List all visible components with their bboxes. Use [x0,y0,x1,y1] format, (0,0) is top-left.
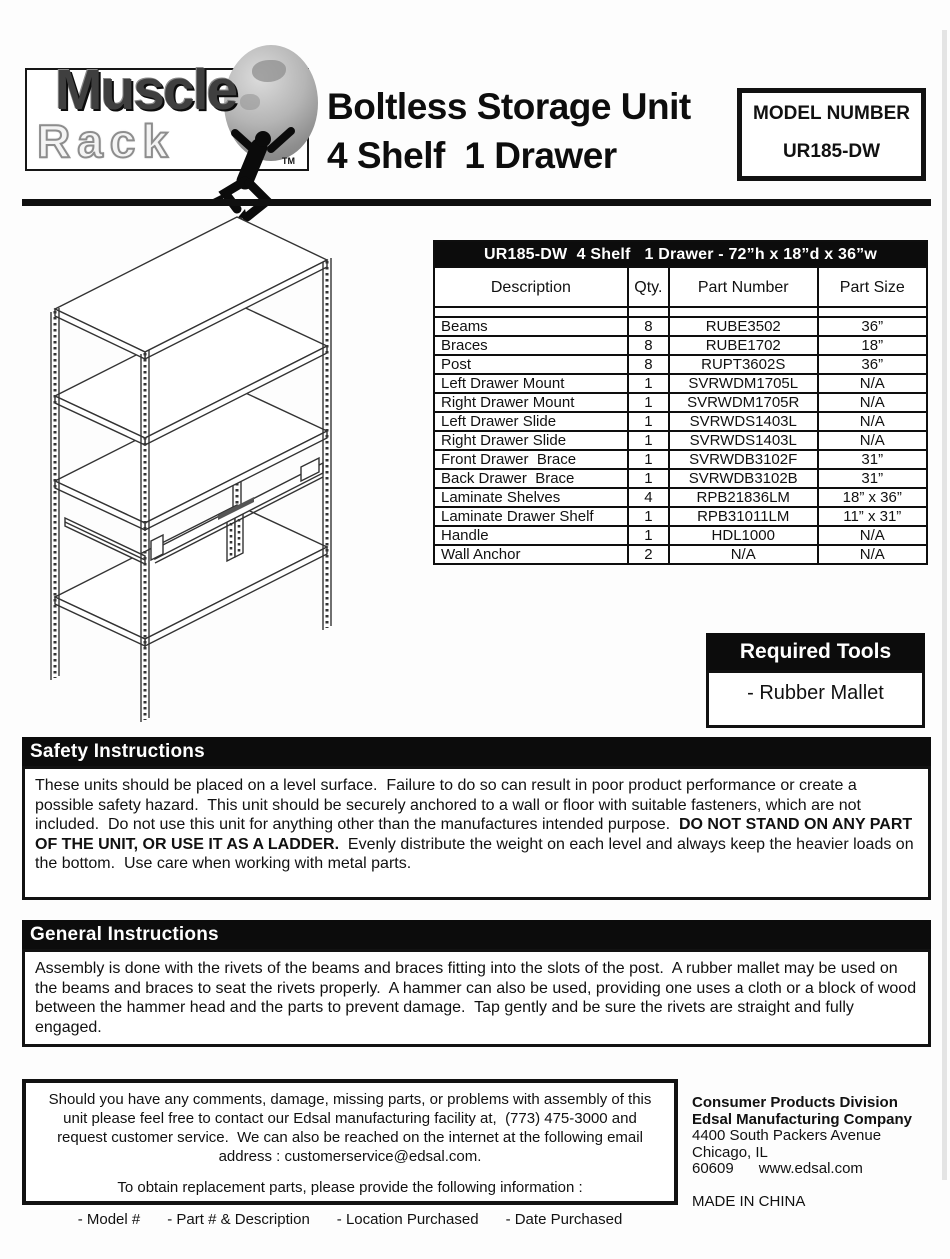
cell-part-size: N/A [818,545,927,564]
company-address1: 4400 South Packers Avenue [692,1127,882,1144]
required-tools-header: Required Tools [706,633,925,670]
cell-description: Handle [434,526,628,545]
cell-part-number: RPB21836LM [669,488,818,507]
company-division: Consumer Products Division [692,1094,898,1111]
table-row [434,469,927,488]
cell-part-number: RUPT3602S [669,355,818,374]
contact-info-box [22,1079,678,1228]
safety-text-bold: DO NOT STAND ON ANY PART OF THE UNIT, OR USE IT AS A LADDER. [35,816,917,853]
cell-description: Left Drawer Slide [434,412,628,431]
cell-description: Right Drawer Slide [434,431,628,450]
cell-qty: 8 [628,317,669,336]
scan-edge-artifact [942,30,947,1180]
cell-qty: 4 [628,488,669,507]
parts-table-body [434,317,927,564]
cell-qty: 1 [628,450,669,469]
cell-qty: 1 [628,431,669,450]
model-number-label: MODEL NUMBER [753,103,910,124]
company-info [692,1095,942,1210]
logo-word-rack: Rack [37,115,175,167]
logo-tm-mark: TM [282,156,295,166]
replacement-info-item: - Location Purchased [336,1211,479,1228]
cell-qty: 8 [628,355,669,374]
muscle-rack-logo [25,58,309,171]
cell-qty: 1 [628,507,669,526]
cell-part-size: 36” [818,317,927,336]
model-number-box [737,88,926,181]
cell-qty: 1 [628,526,669,545]
cell-part-number: RUBE3502 [669,317,818,336]
cell-part-number: SVRWDM1705R [669,393,818,412]
table-row [434,412,927,431]
table-row [434,374,927,393]
table-row [434,336,927,355]
safety-text-before: These units should be placed on a level surface. Failure to do so can result in poor product performance or create a possible safety hazard. This unit should be securely anchored to a wall or floor with suitable fasteners, which are not included. Do not use this unit for anything other than the manufactures intended purpose. [35,777,866,833]
safety-instructions-text [22,766,931,900]
safety-text-after: Evenly distribute the weight on each level and always keep the heavier loads on the bottom. Use care when working with metal parts. [35,835,919,872]
cell-qty: 1 [628,469,669,488]
table-row [434,507,927,526]
cell-part-size: 18” [818,336,927,355]
cell-description: Back Drawer Brace [434,469,628,488]
company-website: www.edsal.com [758,1160,863,1177]
parts-table [433,240,928,565]
column-header-description: Description [434,267,628,307]
cell-qty: 1 [628,393,669,412]
table-row [434,450,927,469]
table-row [434,526,927,545]
cell-description: Left Drawer Mount [434,374,628,393]
required-tools-list [706,670,925,728]
cell-part-size: 31” [818,450,927,469]
replacement-info-item: - Part # & Description [167,1211,310,1228]
parts-table-title-row [434,241,927,267]
table-row [434,393,927,412]
cell-part-size: N/A [818,374,927,393]
contact-text: Should you have any comments, damage, missing parts, or problems with assembly of this unit please feel free to contact our Edsal manufacturing facility at, (773) 475-3000 and request customer service. We can also be reached on the internet at the following email address : customerservice@edsal.com. [48,1091,656,1165]
parts-table-header-row [434,267,927,307]
parts-table-title: UR185-DW 4 Shelf 1 Drawer - 72”h x 18”d x 36”w [434,241,927,267]
replacement-parts-line: To obtain replacement parts, please provide the following information : [117,1179,583,1196]
table-row [434,355,927,374]
cell-description: Laminate Shelves [434,488,628,507]
table-row [434,488,927,507]
cell-part-size: 18” x 36” [818,488,927,507]
shelving-unit-drawing [30,205,420,735]
cell-description: Braces [434,336,628,355]
cell-part-number: N/A [669,545,818,564]
cell-qty: 1 [628,374,669,393]
cell-part-size: N/A [818,412,927,431]
cell-part-number: SVRWDB3102F [669,450,818,469]
cell-qty: 2 [628,545,669,564]
replacement-info-item: - Model # [77,1211,141,1228]
cell-part-size: 31” [818,469,927,488]
table-row [434,317,927,336]
cell-part-number: SVRWDM1705L [669,374,818,393]
cell-description: Laminate Drawer Shelf [434,507,628,526]
spacer-row [434,307,927,317]
column-header-part-number: Part Number [669,267,818,307]
table-row [434,431,927,450]
model-number-value: UR185-DW [782,141,881,162]
cell-description: Post [434,355,628,374]
cell-part-number: RUBE1702 [669,336,818,355]
general-instructions-header: General Instructions [22,920,931,949]
cell-qty: 8 [628,336,669,355]
cell-description: Front Drawer Brace [434,450,628,469]
page-title-line1: Boltless Storage Unit [327,86,691,127]
cell-part-number: HDL1000 [669,526,818,545]
logo-word-muscle: Muscle [55,58,237,122]
cell-part-size: N/A [818,526,927,545]
page-title-line2: 4 Shelf 1 Drawer [327,135,617,176]
cell-qty: 1 [628,412,669,431]
company-address2: Chicago, IL 60609 www.edsal.com [692,1143,863,1177]
company-name: Edsal Manufacturing Company [692,1110,913,1128]
safety-instructions-header: Safety Instructions [22,737,931,766]
cell-part-size: 36” [818,355,927,374]
cell-part-size: N/A [818,431,927,450]
cell-part-number: RPB31011LM [669,507,818,526]
cell-part-size: N/A [818,393,927,412]
replacement-info-item: - Date Purchased [505,1211,623,1228]
cell-part-number: SVRWDS1403L [669,431,818,450]
cell-part-number: SVRWDB3102B [669,469,818,488]
cell-description: Right Drawer Mount [434,393,628,412]
cell-description: Wall Anchor [434,545,628,564]
cell-part-number: SVRWDS1403L [669,412,818,431]
replacement-info-items [38,1210,662,1229]
column-header-part-size: Part Size [818,267,927,307]
required-tool-item: - Rubber Mallet [747,682,884,704]
made-in-label: MADE IN CHINA [692,1192,806,1210]
general-instructions-text: Assembly is done with the rivets of the beams and braces fitting into the slots of the post. A rubber mallet may be used on the beams and braces to seat the rivets properly. A hammer can also be used, providing one uses a cloth or a block of wood between the hammer head and the parts to prevent damage. Tap gently and be sure the rivets are straight and fully engaged. [22,949,931,1047]
column-header-qty: Qty. [628,267,669,307]
cell-part-size: 11” x 31” [818,507,927,526]
cell-description: Beams [434,317,628,336]
table-row [434,545,927,564]
globe-continent [240,94,260,110]
